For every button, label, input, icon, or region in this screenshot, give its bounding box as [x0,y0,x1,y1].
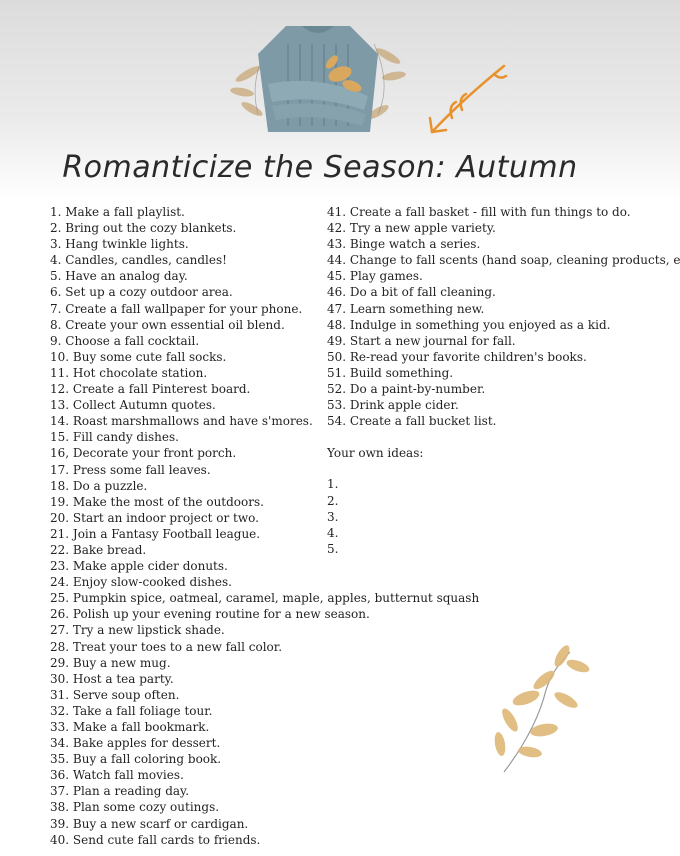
list-item: 23. Make apple cider donuts. [50,559,228,574]
list-item: 25. Pumpkin spice, oatmeal, caramel, maple, apples, butternut squash [50,591,480,606]
list-item: 34. Bake apples for dessert. [50,736,221,751]
list-item: 9. Choose a fall cocktail. [50,333,200,348]
list-item: 51. Build something. [327,365,454,380]
leaf-branch-illustration [486,640,596,780]
right-list [327,204,680,557]
page-title: Romanticize the Season: Autumn [62,150,578,185]
list-item: 13. Collect Autumn quotes. [50,398,216,413]
list-item: 24. Enjoy slow-cooked dishes. [50,575,232,590]
list-item: 8. Create your own essential oil blend. [50,317,285,332]
list-item: 15. Fill candy dishes. [50,430,179,445]
list-item: 47. Learn something new. [327,301,485,316]
list-item: 18. Do a puzzle. [50,478,148,493]
sweater-illustration [228,14,408,144]
idea-line: 4. [327,525,339,540]
list-item: 12. Create a fall Pinterest board. [50,382,251,397]
list-item: 50. Re-read your favorite children's books. [327,349,587,364]
list-item: 43. Binge watch a series. [327,237,481,252]
list-item: 36. Watch fall movies. [50,768,184,783]
list-item: 44. Change to fall scents (hand soap, cleaning products, e [327,253,680,268]
list-item: 30. Host a tea party. [50,671,174,686]
list-item: 54. Create a fall bucket list. [327,414,497,429]
list-item: 48. Indulge in something you enjoyed as a kid. [327,317,611,332]
list-item: 38. Plan some cozy outings. [50,800,220,815]
list-item: 42. Try a new apple variety. [327,221,496,236]
list-item: 31. Serve soup often. [50,687,180,702]
list-item: 10. Buy some cute fall socks. [50,349,227,364]
idea-line: 5. [327,541,339,556]
list-item: 19. Make the most of the outdoors. [50,494,264,509]
idea-line: 2. [327,493,339,508]
list-item: 6. Set up a cozy outdoor area. [50,285,233,300]
list-item: 16, Decorate your front porch. [50,446,237,461]
list-item: 21. Join a Fantasy Football league. [50,526,261,541]
list-item: 4. Candles, candles, candles! [50,253,227,268]
list-item: 29. Buy a new mug. [50,655,171,670]
list-item: 14. Roast marshmallows and have s'mores. [50,414,313,429]
list-item: 22. Bake bread. [50,542,147,557]
list-item: 20. Start an indoor project or two. [50,510,259,525]
list-item: 17. Press some fall leaves. [50,462,211,477]
list-item: 52. Do a paint-by-number. [327,382,486,397]
list-item: 45. Play games. [327,269,423,284]
list-item: 32. Take a fall foliage tour. [50,703,213,718]
list-item: 49. Start a new journal for fall. [327,333,516,348]
list-item: 35. Buy a fall coloring book. [50,752,222,767]
idea-line: 3. [327,509,339,524]
list-item: 39. Buy a new scarf or cardigan. [50,816,249,831]
list-item: 7. Create a fall wallpaper for your phone. [50,301,303,316]
list-item: 27. Try a new lipstick shade. [50,623,225,638]
list-item: 41. Create a fall basket - fill with fun things to do. [327,205,631,219]
list-item: 46. Do a bit of fall cleaning. [327,285,496,300]
list-item: 33. Make a fall bookmark. [50,720,210,734]
list-item: 3. Hang twinkle lights. [50,237,189,252]
list-item: 37. Plan a reading day. [50,784,190,799]
list-item: 53. Drink apple cider. [327,398,459,413]
list-item: 1. Make a fall playlist. [50,205,185,219]
list-item: 2. Bring out the cozy blankets. [50,221,237,236]
arrow-doodle-icon [422,60,512,140]
list-item: 40. Send cute fall cards to friends. [50,832,261,847]
list-item: 11. Hot chocolate station. [50,365,208,380]
ideas-heading: Your own ideas: [327,446,424,461]
list-item: 28. Treat your toes to a new fall color. [50,639,283,654]
list-item: 26. Polish up your evening routine for a new season. [50,607,370,622]
list-item: 5. Have an analog day. [50,269,188,284]
idea-line: 1. [327,477,339,492]
